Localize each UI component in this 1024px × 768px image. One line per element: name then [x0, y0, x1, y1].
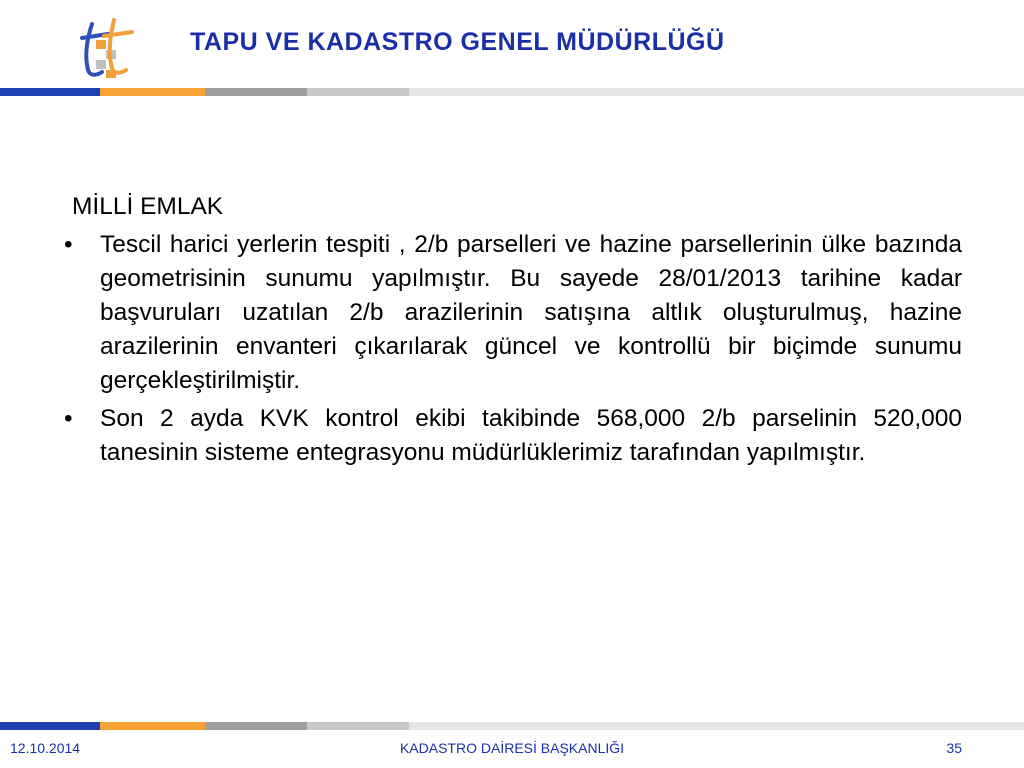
footer-department: KADASTRO DAİRESİ BAŞKANLIĞI	[399, 740, 625, 756]
slide-content	[60, 190, 962, 474]
list-item	[60, 228, 962, 398]
page-number: 35	[946, 740, 962, 756]
tkgm-logo-icon	[78, 14, 138, 80]
bullet-icon: •	[64, 231, 73, 258]
section-title: MİLLİ EMLAK	[72, 193, 224, 220]
page-title: TAPU VE KADASTRO GENEL MÜDÜRLÜĞÜ	[190, 28, 725, 56]
footer-stripe	[0, 722, 1024, 730]
header-stripe	[0, 88, 1024, 96]
bullet-text: Tescil harici yerlerin tespiti , 2/b parselleri ve hazine parsellerinin ülke bazında geometrisinin sunumu yapılmıştır. Bu sayede 28/01/2013 tarihine kadar başvuruları uzatılan 2/b arazilerinin satışına altlık oluşturulmuş, hazine arazilerinin envanteri çıkarılarak güncel ve kontrollü bir biçimde sunumu gerçekleştirilmiştir.	[100, 231, 962, 394]
list-item	[60, 402, 962, 470]
bullet-list	[60, 228, 962, 470]
footer-date: 12.10.2014	[10, 740, 81, 756]
bullet-text: Son 2 ayda KVK kontrol ekibi takibinde 568,000 2/b parselinin 520,000 tanesinin sisteme entegrasyonu müdürlüklerimiz tarafından yapılmıştır.	[100, 405, 962, 466]
bullet-icon: •	[64, 405, 73, 432]
